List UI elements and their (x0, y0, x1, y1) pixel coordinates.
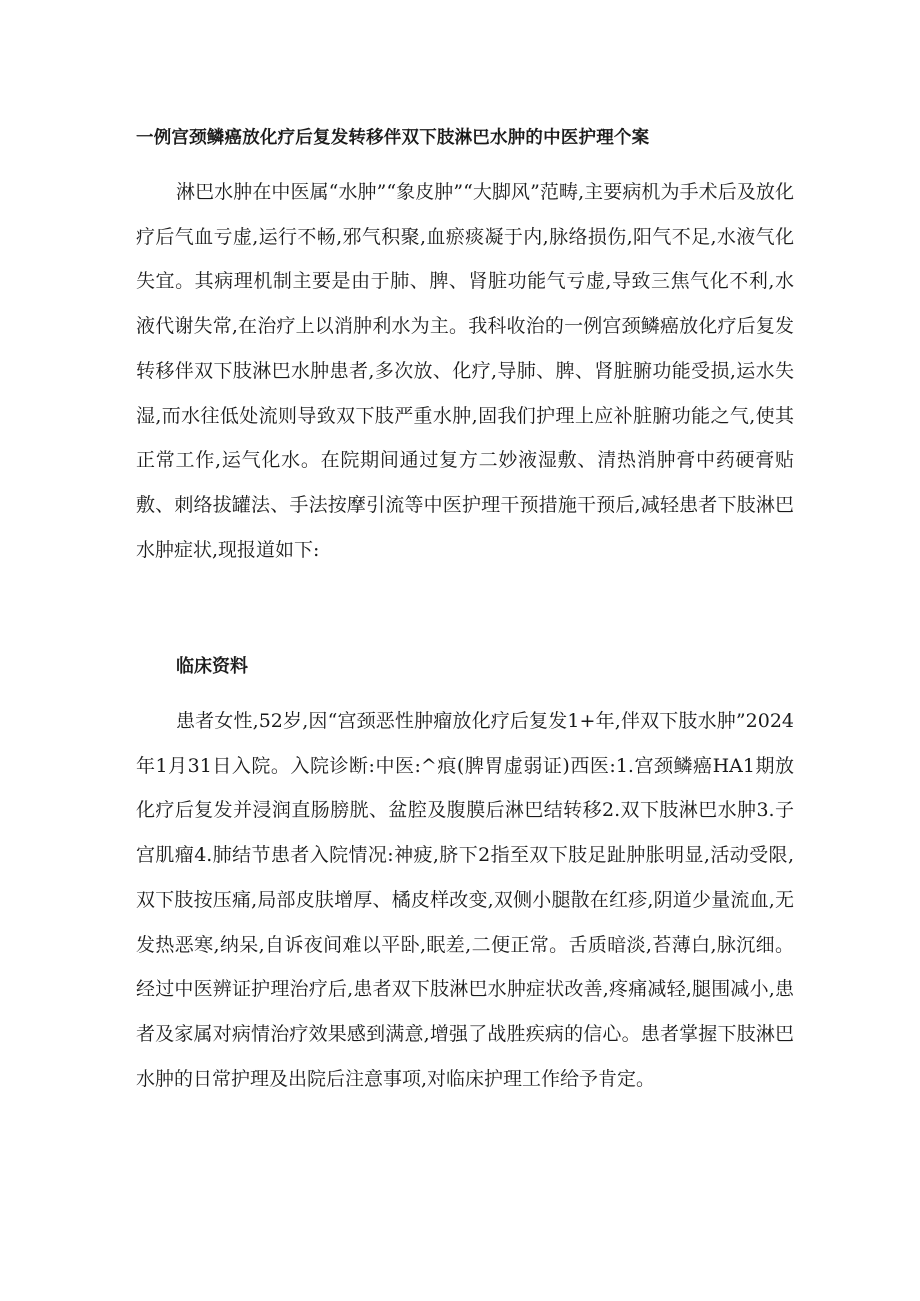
clinical-paragraph: 患者女性,52岁,因“宫颈恶性肿瘤放化疗后复发1+年,伴双下肢水肿”2024年1月31日入院。入院诊断:中医:^痕(脾胃虚弱证)西医:1.宫颈鳞癌HA1期放化疗后复发并浸润直肠膀胱、盆腔及腹膜后淋巴结转移2.双下肢淋巴水肿3.子宫肌瘤4.肺结节患者入院情况:神疲,脐下2指至双下肢足趾肿胀明显,活动受限,双下肢按压痛,局部皮肤增厚、橘皮样改变,双侧小腿散在红疹,阴道少量流血,无发热恶寒,纳呆,自诉夜间难以平卧,眠差,二便正常。舌质暗淡,苔薄白,脉沉细。经过中医辨证护理治疗后,患者双下肢淋巴水肿症状改善,疼痛减轻,腿围减小,患者及家属对病情治疗效果感到满意,增强了战胜疾病的信心。患者掌握下肢淋巴水肿的日常护理及出院后注意事项,对临床护理工作给予肯定。 (136, 710, 794, 1090)
document-title: 一例宫颈鳞癌放化疗后复发转移伴双下肢淋巴水肿的中医护理个案 (136, 128, 650, 148)
intro-paragraph: 淋巴水肿在中医属“水肿”“象皮肿”“大脚风”范畴,主要病机为手术后及放化疗后气血亏虚,运行不畅,邪气积聚,血瘀痰凝于内,脉络损伤,阳气不足,水液气化失宜。其病理机制主要是由于肺、脾、肾脏功能气亏虚,导致三焦气化不利,水液代谢失常,在治疗上以消肿利水为主。我科收治的一例宫颈鳞癌放化疗后复发转移伴双下肢淋巴水肿患者,多次放、化疗,导肺、脾、肾脏腑功能受损,运水失湿,而水往低处流则导致双下肢严重水肿,固我们护理上应补脏腑功能之气,使其正常工作,运气化水。在院期间通过复方二妙液湿敷、清热消肿膏中药硬膏贴敷、刺络拔罐法、手法按摩引流等中医护理干预措施干预后,减轻患者下肢淋巴水肿症状,现报道如下: (136, 181, 794, 561)
section-heading-clinical-data: 临床资料 (176, 656, 248, 677)
